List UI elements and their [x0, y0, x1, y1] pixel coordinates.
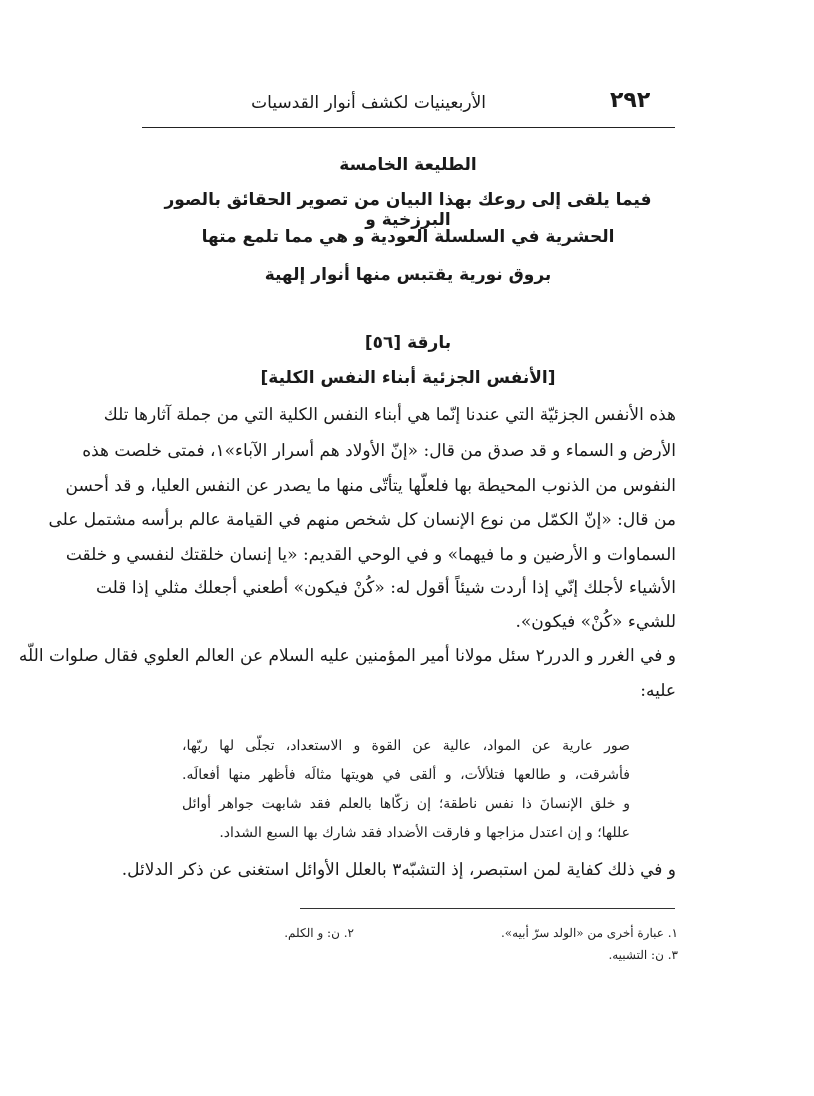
paragraph-1-line: الأشياء لأجلك إنّي إذا أردت شيئاً أقول له: «كُنْ فيكون» أطعني أجعلك مثلي إذا قلت [95, 578, 676, 598]
paragraph-1-line: الأرض و السماء و قد صدق من قال: «إنّ الأولاد هم أسرار الآباء»١، فمتى خلصت هذه [82, 441, 676, 461]
section-title-line-3: بروق نورية يقتبس منها أنوار إلهية [264, 265, 552, 285]
section-label: الطليعة الخامسة [339, 155, 477, 175]
footnote-2: ٢. ن: و الكلم. [284, 926, 354, 940]
section-title-line-1: فيما يلقى إلى روعك بهذا البيان من تصوير الحقائق بالصور البرزخية و [164, 190, 652, 230]
quote-line: فأشرقت، و طالعها فتلألأت، و ألقى في هويتها مثالَه فأظهر منها أفعالَه. [182, 767, 630, 783]
header-rule [142, 127, 675, 128]
paragraph-2-line: و في الغرر و الدرر٢ سئل مولانا أمير المؤمنين عليه السلام عن العالم العلوي فقال صلوات اللّه [18, 646, 676, 666]
subsection-label: بارقة [٥٦] [364, 333, 452, 353]
paragraph-1-line: للشيء «كُنْ» فيكون». [515, 612, 676, 632]
paragraph-3: و في ذلك كفاية لمن استبصر، إذ التشبّه٣ بالعلل الأوائل استغنى عن ذكر الدلائل. [121, 860, 676, 880]
paragraph-1-line: النفوس من الذنوب المحيطة بها فلعلّها يتأتّى منها ما يصدر عن النفس العليا، و قد أحسن [65, 476, 676, 496]
quote-line: و خلق الإنسانَ ذا نفس ناطقة؛ إن زكّاها بالعلم فقد شابهت جواهر أوائل [182, 796, 630, 812]
quote-line: عللها؛ و إن اعتدل مزاجها و فارقت الأضداد فقد شارك بها السبع الشداد. [219, 825, 630, 841]
section-title-line-2: الحشرية في السلسلة العودية و هي مما تلمع متها [201, 227, 615, 247]
running-title: الأربعينيات لكشف أنوار القدسيات [251, 93, 486, 113]
footnote-rule [300, 908, 675, 909]
page-number: ٢٩٢ [610, 88, 651, 113]
quote-line: صور عارية عن المواد، عالية عن القوة و الاستعداد، تجلّى لها ربّها، [182, 738, 630, 754]
paragraph-1-line: السماوات و الأرضين و ما فيهما» و في الوحي القديم: «يا إنسان خلقتك لنفسي و خلقت [65, 545, 676, 565]
paragraph-2-line: عليه: [640, 681, 676, 701]
paragraph-1-line: هذه الأنفس الجزئيّة التي عندنا إنّما هي أبناء النفس الكلية التي من جملة آثارها تلك [103, 405, 676, 425]
footnote-1: ١. عبارة أخرى من «الولد سرّ أبيه». [500, 926, 678, 940]
footnote-3: ٣. ن: التشبيه. [608, 948, 678, 962]
subsection-title: [الأنفس الجزئية أبناء النفس الكلية] [260, 368, 556, 388]
paragraph-1-line: من قال: «إنّ الكمّل من نوع الإنسان كل شخص منهم في القيامة عالم برأسه مشتمل على [48, 510, 676, 530]
